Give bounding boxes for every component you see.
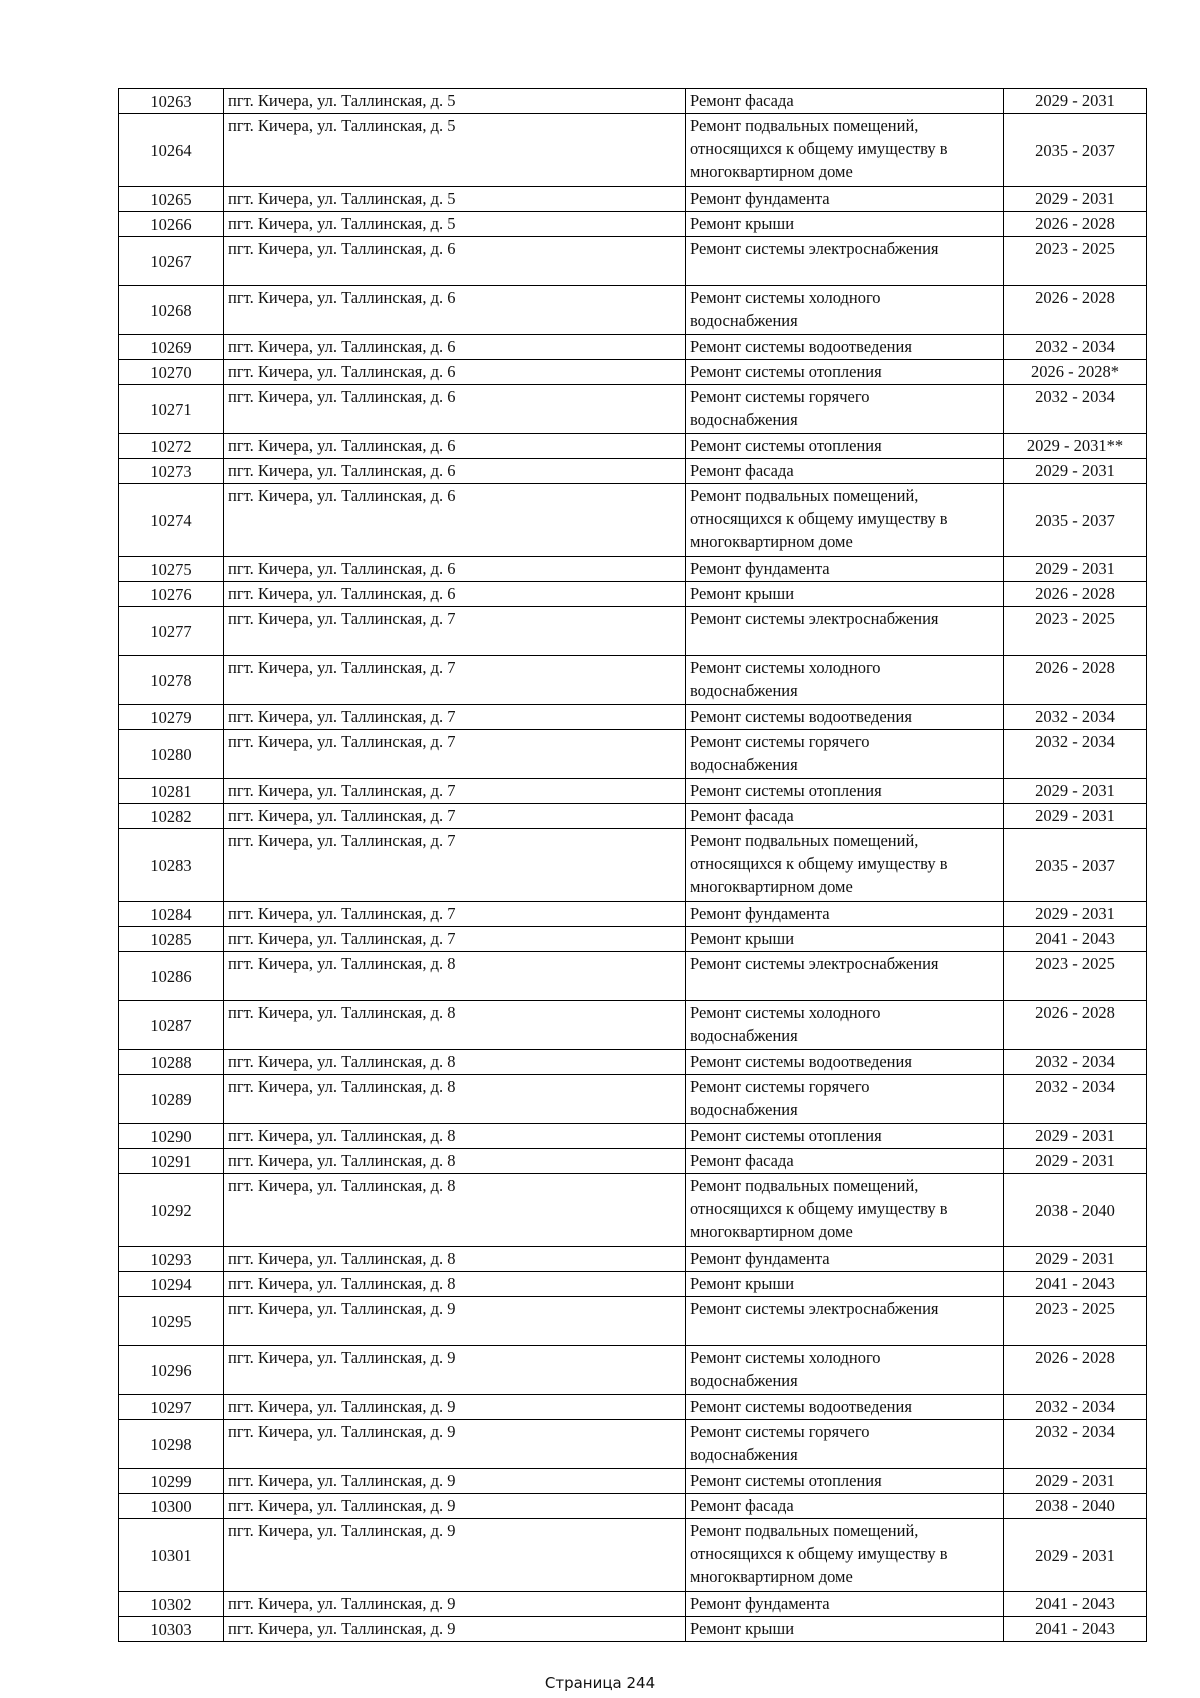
- term-cell: 2026 - 2028*: [1004, 360, 1147, 385]
- row-number-cell: 10291: [119, 1149, 224, 1174]
- work-type-cell: Ремонт системы электроснабжения: [686, 607, 1004, 656]
- table-row: [119, 804, 1147, 829]
- row-number-cell: 10289: [119, 1075, 224, 1124]
- address-cell: пгт. Кичера, ул. Таллинская, д. 9: [224, 1592, 686, 1617]
- address-cell: пгт. Кичера, ул. Таллинская, д. 9: [224, 1395, 686, 1420]
- table-row: [119, 829, 1147, 902]
- work-type-cell: Ремонт подвальных помещений, относящихся к общему имуществу в многоквартирном доме: [686, 829, 1004, 902]
- row-number-cell: 10286: [119, 952, 224, 1001]
- table-row: [119, 705, 1147, 730]
- row-number-cell: 10288: [119, 1050, 224, 1075]
- row-number-cell: 10283: [119, 829, 224, 902]
- term-cell: 2038 - 2040: [1004, 1494, 1147, 1519]
- address-cell: пгт. Кичера, ул. Таллинская, д. 7: [224, 705, 686, 730]
- work-type-cell: Ремонт крыши: [686, 1617, 1004, 1642]
- term-cell: 2041 - 2043: [1004, 1617, 1147, 1642]
- row-number-cell: 10274: [119, 484, 224, 557]
- row-number-cell: 10282: [119, 804, 224, 829]
- address-cell: пгт. Кичера, ул. Таллинская, д. 8: [224, 1075, 686, 1124]
- term-cell: 2026 - 2028: [1004, 656, 1147, 705]
- work-type-cell: Ремонт системы водоотведения: [686, 1050, 1004, 1075]
- row-number-cell: 10277: [119, 607, 224, 656]
- work-type-cell: Ремонт системы холодного водоснабжения: [686, 1346, 1004, 1395]
- table-row: [119, 1149, 1147, 1174]
- term-cell: 2032 - 2034: [1004, 335, 1147, 360]
- row-number-cell: 10267: [119, 237, 224, 286]
- term-cell: 2032 - 2034: [1004, 1050, 1147, 1075]
- address-cell: пгт. Кичера, ул. Таллинская, д. 7: [224, 656, 686, 705]
- work-type-cell: Ремонт системы горячего водоснабжения: [686, 385, 1004, 434]
- term-cell: 2035 - 2037: [1004, 829, 1147, 902]
- term-cell: 2032 - 2034: [1004, 1420, 1147, 1469]
- address-cell: пгт. Кичера, ул. Таллинская, д. 9: [224, 1420, 686, 1469]
- row-number-cell: 10263: [119, 89, 224, 114]
- address-cell: пгт. Кичера, ул. Таллинская, д. 7: [224, 607, 686, 656]
- work-type-cell: Ремонт системы отопления: [686, 1124, 1004, 1149]
- address-cell: пгт. Кичера, ул. Таллинская, д. 6: [224, 582, 686, 607]
- address-cell: пгт. Кичера, ул. Таллинская, д. 6: [224, 286, 686, 335]
- row-number-cell: 10292: [119, 1174, 224, 1247]
- row-number-cell: 10296: [119, 1346, 224, 1395]
- term-cell: 2029 - 2031: [1004, 779, 1147, 804]
- table-row: [119, 1297, 1147, 1346]
- address-cell: пгт. Кичера, ул. Таллинская, д. 5: [224, 89, 686, 114]
- address-cell: пгт. Кичера, ул. Таллинская, д. 8: [224, 1124, 686, 1149]
- address-cell: пгт. Кичера, ул. Таллинская, д. 9: [224, 1469, 686, 1494]
- table-row: [119, 1050, 1147, 1075]
- term-cell: 2029 - 2031: [1004, 804, 1147, 829]
- term-cell: 2032 - 2034: [1004, 1395, 1147, 1420]
- work-type-cell: Ремонт фундамента: [686, 1592, 1004, 1617]
- address-cell: пгт. Кичера, ул. Таллинская, д. 8: [224, 1149, 686, 1174]
- work-type-cell: Ремонт системы горячего водоснабжения: [686, 1420, 1004, 1469]
- address-cell: пгт. Кичера, ул. Таллинская, д. 8: [224, 1247, 686, 1272]
- term-cell: 2023 - 2025: [1004, 607, 1147, 656]
- row-number-cell: 10269: [119, 335, 224, 360]
- work-type-cell: Ремонт подвальных помещений, относящихся к общему имуществу в многоквартирном доме: [686, 1519, 1004, 1592]
- work-type-cell: Ремонт системы холодного водоснабжения: [686, 286, 1004, 335]
- work-type-cell: Ремонт фасада: [686, 459, 1004, 484]
- work-type-cell: Ремонт подвальных помещений, относящихся к общему имуществу в многоквартирном доме: [686, 114, 1004, 187]
- term-cell: 2023 - 2025: [1004, 237, 1147, 286]
- term-cell: 2026 - 2028: [1004, 286, 1147, 335]
- address-cell: пгт. Кичера, ул. Таллинская, д. 8: [224, 1001, 686, 1050]
- address-cell: пгт. Кичера, ул. Таллинская, д. 8: [224, 1050, 686, 1075]
- row-number-cell: 10270: [119, 360, 224, 385]
- row-number-cell: 10281: [119, 779, 224, 804]
- work-type-cell: Ремонт фундамента: [686, 1247, 1004, 1272]
- term-cell: 2029 - 2031: [1004, 1124, 1147, 1149]
- term-cell: 2026 - 2028: [1004, 1001, 1147, 1050]
- work-type-cell: Ремонт системы водоотведения: [686, 705, 1004, 730]
- row-number-cell: 10298: [119, 1420, 224, 1469]
- address-cell: пгт. Кичера, ул. Таллинская, д. 7: [224, 829, 686, 902]
- table-row: [119, 1617, 1147, 1642]
- term-cell: 2035 - 2037: [1004, 484, 1147, 557]
- table-row: [119, 1592, 1147, 1617]
- row-number-cell: 10272: [119, 434, 224, 459]
- address-cell: пгт. Кичера, ул. Таллинская, д. 6: [224, 459, 686, 484]
- table-row: [119, 459, 1147, 484]
- table-row: [119, 1124, 1147, 1149]
- table-row: [119, 1494, 1147, 1519]
- address-cell: пгт. Кичера, ул. Таллинская, д. 8: [224, 1174, 686, 1247]
- term-cell: 2029 - 2031: [1004, 1469, 1147, 1494]
- row-number-cell: 10279: [119, 705, 224, 730]
- address-cell: пгт. Кичера, ул. Таллинская, д. 8: [224, 952, 686, 1001]
- row-number-cell: 10287: [119, 1001, 224, 1050]
- table-body: [119, 89, 1147, 1642]
- table-row: [119, 1001, 1147, 1050]
- address-cell: пгт. Кичера, ул. Таллинская, д. 7: [224, 927, 686, 952]
- address-cell: пгт. Кичера, ул. Таллинская, д. 5: [224, 212, 686, 237]
- table-row: [119, 89, 1147, 114]
- row-number-cell: 10293: [119, 1247, 224, 1272]
- address-cell: пгт. Кичера, ул. Таллинская, д. 6: [224, 360, 686, 385]
- row-number-cell: 10302: [119, 1592, 224, 1617]
- term-cell: 2026 - 2028: [1004, 1346, 1147, 1395]
- term-cell: 2032 - 2034: [1004, 705, 1147, 730]
- work-type-cell: Ремонт фасада: [686, 1149, 1004, 1174]
- table-row: [119, 927, 1147, 952]
- work-type-cell: Ремонт фундамента: [686, 187, 1004, 212]
- table-row: [119, 779, 1147, 804]
- term-cell: 2029 - 2031: [1004, 902, 1147, 927]
- row-number-cell: 10273: [119, 459, 224, 484]
- table-row: [119, 557, 1147, 582]
- work-type-cell: Ремонт системы водоотведения: [686, 1395, 1004, 1420]
- row-number-cell: 10299: [119, 1469, 224, 1494]
- work-type-cell: Ремонт фасада: [686, 89, 1004, 114]
- address-cell: пгт. Кичера, ул. Таллинская, д. 6: [224, 557, 686, 582]
- table-row: [119, 114, 1147, 187]
- term-cell: 2032 - 2034: [1004, 1075, 1147, 1124]
- table-row: [119, 1519, 1147, 1592]
- work-type-cell: Ремонт системы отопления: [686, 434, 1004, 459]
- term-cell: 2029 - 2031**: [1004, 434, 1147, 459]
- work-type-cell: Ремонт системы отопления: [686, 1469, 1004, 1494]
- table-row: [119, 902, 1147, 927]
- term-cell: 2029 - 2031: [1004, 459, 1147, 484]
- address-cell: пгт. Кичера, ул. Таллинская, д. 5: [224, 114, 686, 187]
- table-row: [119, 286, 1147, 335]
- table-row: [119, 1420, 1147, 1469]
- table-row: [119, 952, 1147, 1001]
- address-cell: пгт. Кичера, ул. Таллинская, д. 7: [224, 804, 686, 829]
- table-row: [119, 656, 1147, 705]
- row-number-cell: 10300: [119, 1494, 224, 1519]
- table-row: [119, 1395, 1147, 1420]
- term-cell: 2041 - 2043: [1004, 1592, 1147, 1617]
- table-row: [119, 607, 1147, 656]
- row-number-cell: 10266: [119, 212, 224, 237]
- address-cell: пгт. Кичера, ул. Таллинская, д. 5: [224, 187, 686, 212]
- work-type-cell: Ремонт фасада: [686, 804, 1004, 829]
- term-cell: 2023 - 2025: [1004, 952, 1147, 1001]
- address-cell: пгт. Кичера, ул. Таллинская, д. 9: [224, 1494, 686, 1519]
- work-type-cell: Ремонт крыши: [686, 927, 1004, 952]
- page-number: Страница 244: [544, 1674, 656, 1692]
- address-cell: пгт. Кичера, ул. Таллинская, д. 9: [224, 1297, 686, 1346]
- term-cell: 2029 - 2031: [1004, 89, 1147, 114]
- table-row: [119, 335, 1147, 360]
- table-row: [119, 237, 1147, 286]
- term-cell: 2026 - 2028: [1004, 582, 1147, 607]
- row-number-cell: 10303: [119, 1617, 224, 1642]
- address-cell: пгт. Кичера, ул. Таллинская, д. 6: [224, 335, 686, 360]
- work-type-cell: Ремонт системы отопления: [686, 779, 1004, 804]
- table-row: [119, 1272, 1147, 1297]
- table-row: [119, 434, 1147, 459]
- term-cell: 2032 - 2034: [1004, 730, 1147, 779]
- row-number-cell: 10297: [119, 1395, 224, 1420]
- row-number-cell: 10276: [119, 582, 224, 607]
- term-cell: 2035 - 2037: [1004, 114, 1147, 187]
- work-type-cell: Ремонт системы электроснабжения: [686, 237, 1004, 286]
- address-cell: пгт. Кичера, ул. Таллинская, д. 7: [224, 779, 686, 804]
- row-number-cell: 10294: [119, 1272, 224, 1297]
- term-cell: 2041 - 2043: [1004, 927, 1147, 952]
- work-type-cell: Ремонт системы холодного водоснабжения: [686, 656, 1004, 705]
- term-cell: 2041 - 2043: [1004, 1272, 1147, 1297]
- table-row: [119, 1469, 1147, 1494]
- work-type-cell: Ремонт подвальных помещений, относящихся к общему имуществу в многоквартирном доме: [686, 1174, 1004, 1247]
- work-type-cell: Ремонт системы горячего водоснабжения: [686, 1075, 1004, 1124]
- row-number-cell: 10265: [119, 187, 224, 212]
- address-cell: пгт. Кичера, ул. Таллинская, д. 6: [224, 484, 686, 557]
- row-number-cell: 10285: [119, 927, 224, 952]
- row-number-cell: 10271: [119, 385, 224, 434]
- work-type-cell: Ремонт крыши: [686, 212, 1004, 237]
- address-cell: пгт. Кичера, ул. Таллинская, д. 9: [224, 1519, 686, 1592]
- row-number-cell: 10268: [119, 286, 224, 335]
- address-cell: пгт. Кичера, ул. Таллинская, д. 6: [224, 385, 686, 434]
- work-type-cell: Ремонт системы горячего водоснабжения: [686, 730, 1004, 779]
- table-row: [119, 360, 1147, 385]
- row-number-cell: 10284: [119, 902, 224, 927]
- row-number-cell: 10278: [119, 656, 224, 705]
- work-type-cell: Ремонт системы холодного водоснабжения: [686, 1001, 1004, 1050]
- work-type-cell: Ремонт системы электроснабжения: [686, 1297, 1004, 1346]
- term-cell: 2029 - 2031: [1004, 1247, 1147, 1272]
- table-row: [119, 730, 1147, 779]
- row-number-cell: 10275: [119, 557, 224, 582]
- table-row: [119, 1247, 1147, 1272]
- address-cell: пгт. Кичера, ул. Таллинская, д. 8: [224, 1272, 686, 1297]
- work-type-cell: Ремонт крыши: [686, 1272, 1004, 1297]
- term-cell: 2029 - 2031: [1004, 187, 1147, 212]
- address-cell: пгт. Кичера, ул. Таллинская, д. 6: [224, 237, 686, 286]
- work-type-cell: Ремонт фундамента: [686, 557, 1004, 582]
- address-cell: пгт. Кичера, ул. Таллинская, д. 6: [224, 434, 686, 459]
- work-type-cell: Ремонт подвальных помещений, относящихся к общему имуществу в многоквартирном доме: [686, 484, 1004, 557]
- row-number-cell: 10295: [119, 1297, 224, 1346]
- term-cell: 2026 - 2028: [1004, 212, 1147, 237]
- address-cell: пгт. Кичера, ул. Таллинская, д. 7: [224, 730, 686, 779]
- table-row: [119, 1075, 1147, 1124]
- address-cell: пгт. Кичера, ул. Таллинская, д. 9: [224, 1617, 686, 1642]
- term-cell: 2029 - 2031: [1004, 557, 1147, 582]
- row-number-cell: 10280: [119, 730, 224, 779]
- work-type-cell: Ремонт фасада: [686, 1494, 1004, 1519]
- table-row: [119, 187, 1147, 212]
- address-cell: пгт. Кичера, ул. Таллинская, д. 7: [224, 902, 686, 927]
- term-cell: 2029 - 2031: [1004, 1149, 1147, 1174]
- row-number-cell: 10290: [119, 1124, 224, 1149]
- table-row: [119, 582, 1147, 607]
- term-cell: 2038 - 2040: [1004, 1174, 1147, 1247]
- table-row: [119, 385, 1147, 434]
- row-number-cell: 10264: [119, 114, 224, 187]
- address-cell: пгт. Кичера, ул. Таллинская, д. 9: [224, 1346, 686, 1395]
- work-type-cell: Ремонт системы отопления: [686, 360, 1004, 385]
- work-type-cell: Ремонт системы водоотведения: [686, 335, 1004, 360]
- work-type-cell: Ремонт фундамента: [686, 902, 1004, 927]
- work-type-cell: Ремонт крыши: [686, 582, 1004, 607]
- term-cell: 2032 - 2034: [1004, 385, 1147, 434]
- row-number-cell: 10301: [119, 1519, 224, 1592]
- repair-schedule-table: [118, 88, 1147, 1642]
- table-row: [119, 484, 1147, 557]
- table-row: [119, 1346, 1147, 1395]
- term-cell: 2029 - 2031: [1004, 1519, 1147, 1592]
- term-cell: 2023 - 2025: [1004, 1297, 1147, 1346]
- table-row: [119, 1174, 1147, 1247]
- table-row: [119, 212, 1147, 237]
- work-type-cell: Ремонт системы электроснабжения: [686, 952, 1004, 1001]
